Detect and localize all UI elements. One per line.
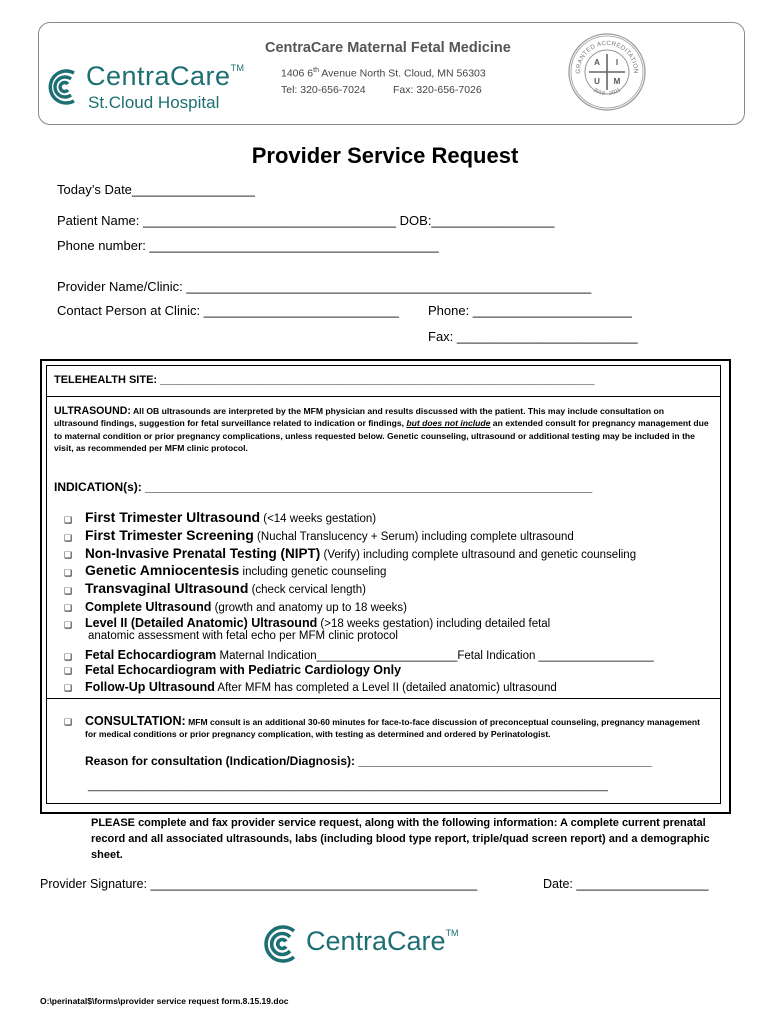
checkbox-icon[interactable]: ❑: [64, 652, 73, 662]
provider-clinic-field[interactable]: Provider Name/Clinic: ________________________________________________________: [57, 279, 592, 294]
telehealth-site-field[interactable]: TELEHEALTH SITE: _______________________________________________________________________: [54, 374, 595, 386]
organization-address: 1406 6th Avenue North St. Cloud, MN 56303: [281, 67, 486, 80]
footer-brand-name: CentraCare™: [306, 926, 459, 956]
option-level-ii-ultrasound[interactable]: Level II (Detailed Anatomic) Ultrasound (>18 weeks gestation) including detailed fetal: [85, 616, 551, 630]
seal-letter-u: U: [594, 77, 600, 86]
checkbox-icon[interactable]: ❑: [64, 586, 73, 596]
option-first-trimester-screening[interactable]: First Trimester Screening (Nuchal Translucency + Serum) including complete ultrasound: [85, 527, 574, 543]
consultation-reason-field[interactable]: Reason for consultation (Indication/Diagnosis): ____________________________________________: [85, 754, 652, 768]
divider-telehealth: [46, 396, 721, 397]
phone-number-field[interactable]: Phone number: ________________________________________: [57, 238, 439, 253]
clinic-fax-field[interactable]: Fax: _________________________: [428, 329, 638, 344]
page-title: Provider Service Request: [251, 143, 519, 168]
organization-fax: Fax: 320-656-7026: [393, 84, 482, 96]
checkbox-icon[interactable]: ❑: [64, 717, 73, 727]
option-level-ii-continuation: anatomic assessment with fetal echo per MFM clinic protocol: [88, 630, 398, 642]
option-first-trimester-ultrasound[interactable]: First Trimester Ultrasound (<14 weeks gestation): [85, 509, 377, 525]
option-complete-ultrasound[interactable]: Complete Ultrasound (growth and anatomy up to 18 weeks): [85, 600, 408, 614]
signature-date-field[interactable]: Date: ___________________: [543, 877, 709, 891]
checkbox-icon[interactable]: ❑: [64, 683, 73, 693]
seal-letter-a: A: [594, 58, 600, 67]
accreditation-seal-icon: [567, 32, 647, 112]
checkbox-icon[interactable]: ❑: [64, 603, 73, 613]
checkbox-icon[interactable]: ❑: [64, 550, 73, 560]
seal-bottom-text: 2018 - 2021: [592, 87, 622, 98]
option-fetal-echo-pediatric[interactable]: Fetal Echocardiogram with Pediatric Cardiology Only: [85, 663, 402, 677]
checkbox-icon[interactable]: ❑: [64, 515, 73, 525]
footer-centracare-logo-icon: [263, 925, 299, 963]
contact-person-field[interactable]: Contact Person at Clinic: ___________________________: [57, 303, 399, 318]
clinic-phone-field[interactable]: Phone: ______________________: [428, 303, 632, 318]
organization-name: CentraCare Maternal Fetal Medicine: [265, 40, 511, 56]
seal-top-text: GRANTED ACCREDITATION: [574, 39, 640, 74]
instructions-text: PLEASE complete and fax provider service request, along with the following information: A complete current prenatal record and all associated ultrasounds, labs (including blood type report, triple/quad screen report) and a demographic sheet.: [91, 817, 710, 861]
seal-letter-m: M: [613, 77, 621, 86]
checkbox-icon[interactable]: ❑: [64, 568, 73, 578]
checkbox-icon[interactable]: ❑: [64, 533, 73, 543]
todays-date-field[interactable]: Today’s Date_________________: [57, 182, 255, 197]
patient-name-dob-field[interactable]: Patient Name: ___________________________________ DOB:_________________: [57, 213, 555, 228]
logo-subtitle: St.Cloud Hospital: [88, 93, 220, 112]
checkbox-icon[interactable]: ❑: [64, 620, 73, 630]
logo-brand-name: CentraCare™: [86, 61, 245, 91]
indication-field[interactable]: INDICATION(s): ___________________________________________________________________: [54, 480, 593, 494]
provider-signature-field[interactable]: Provider Signature: _______________________________________________: [40, 877, 478, 891]
organization-tel: Tel: 320-656-7024: [281, 84, 366, 96]
document-filename: O:\perinatal$\forms\provider service request form.8.15.19.doc: [40, 996, 289, 1006]
centracare-logo-icon: [46, 67, 78, 107]
option-genetic-amniocentesis[interactable]: Genetic Amniocentesis including genetic counseling: [85, 562, 387, 578]
option-fetal-echocardiogram[interactable]: Fetal Echocardiogram Maternal Indication______________________Fetal Indication __________________: [85, 648, 654, 662]
option-transvaginal-ultrasound[interactable]: Transvaginal Ultrasound (check cervical length): [85, 580, 366, 596]
option-follow-up-ultrasound[interactable]: Follow-Up Ultrasound After MFM has completed a Level II (detailed anatomic) ultrasound: [85, 680, 557, 694]
option-nipt[interactable]: Non-Invasive Prenatal Testing (NIPT) (Verify) including complete ultrasound and genetic counseling: [85, 546, 637, 561]
seal-letter-i: I: [615, 58, 619, 67]
ultrasound-notice: ULTRASOUND: All OB ultrasounds are interpreted by the MFM physician and results discussed with the patient. This may include consultation on ultrasound findings, suggestion for fetal surveillance related to indication or findings, but does not include an extended consult for pregnancy management due to maternal condition or prior pregnancy complications, unless requested below. Genetic counseling, ultrasound or additional testing may be included in the visit, as recommended per MFM clinic protocol.: [54, 405, 709, 454]
divider-consultation: [46, 698, 721, 699]
consultation-notice[interactable]: CONSULTATION: MFM consult is an additional 30-60 minutes for face-to-face discussion of preconceptual counseling, pregnancy management for medical conditions or prior pregnancy complication, with testing as determined and ordered by Perinatologist.: [85, 714, 700, 740]
consultation-reason-line[interactable]: _____________________________________________________________________________________: [88, 780, 609, 792]
checkbox-icon[interactable]: ❑: [64, 666, 73, 676]
